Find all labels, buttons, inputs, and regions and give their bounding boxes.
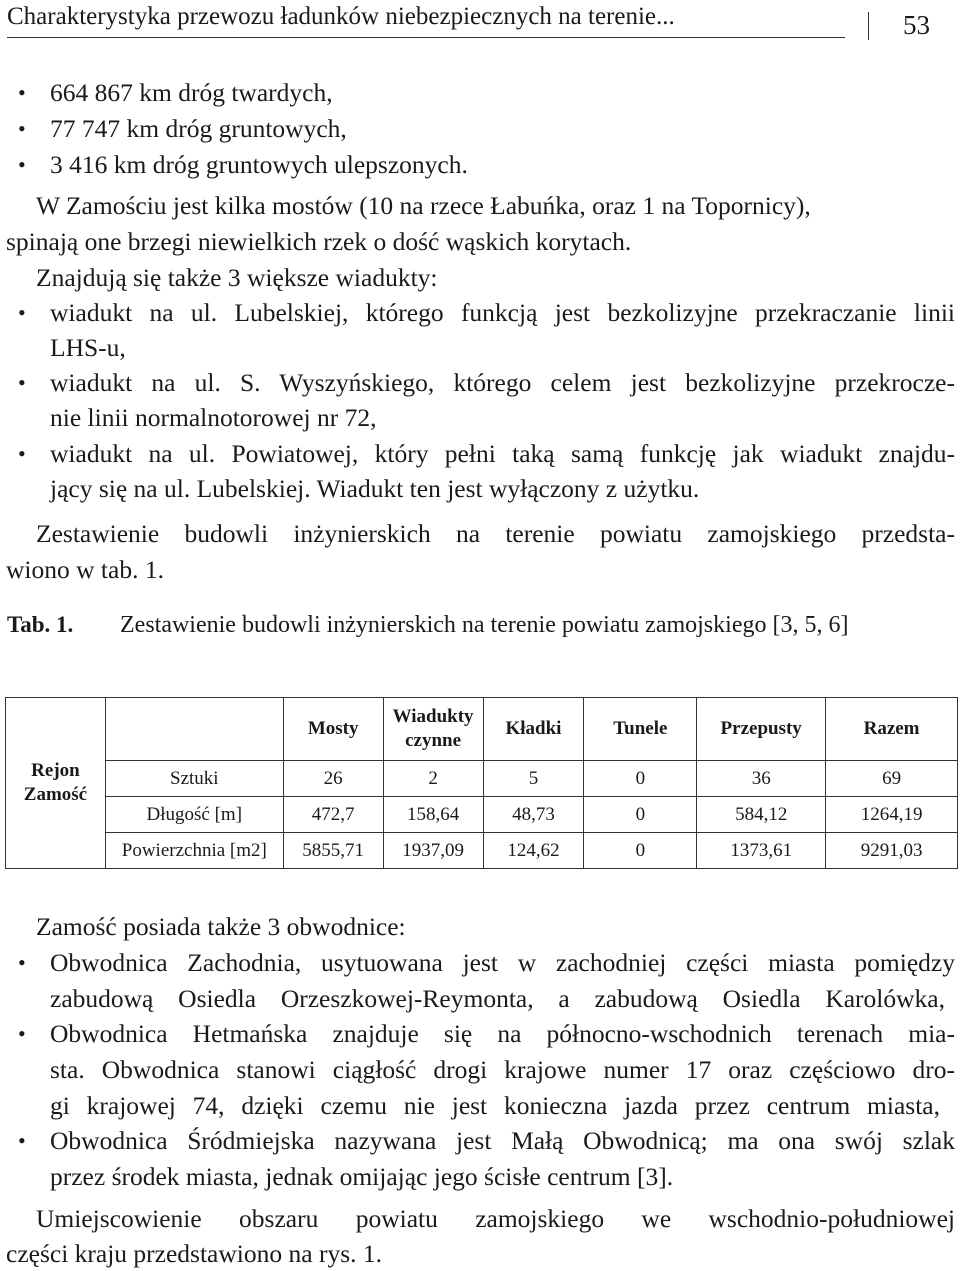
viaduct-item-line: wiadukt na ul. Powiatowej, który pełni taką samą funkcję jak wiadukt znajdu- bbox=[50, 439, 955, 468]
bullet-icon: • bbox=[18, 152, 26, 177]
column-header: Mosty bbox=[283, 698, 383, 761]
bullet-icon: • bbox=[18, 116, 26, 141]
column-header: Kładki bbox=[483, 698, 584, 761]
road-item: 664 867 km dróg twardych, bbox=[50, 78, 333, 107]
running-title: Charakterystyka przewozu ładunków niebezpiecznych na terenie... bbox=[7, 3, 675, 30]
bullet-icon: • bbox=[18, 370, 26, 395]
column-header: Tunele bbox=[584, 698, 697, 761]
row-label: Długość [m] bbox=[105, 797, 283, 833]
table-cell: 0 bbox=[584, 797, 697, 833]
closing-line: części kraju przedstawiono na rys. 1. bbox=[6, 1239, 382, 1268]
table-cell: 124,62 bbox=[483, 833, 584, 869]
bypass-item-line: przez środek miasta, jednak omijając jego ścisłe centrum [3]. bbox=[50, 1162, 674, 1191]
bullet-icon: • bbox=[18, 950, 26, 975]
bypass-item-line: gi krajowej 74, dzięki czemu nie jest konieczna jazda przez centrum miasta, bbox=[50, 1091, 940, 1120]
table-cell: 5855,71 bbox=[283, 833, 383, 869]
viaduct-item-line: wiadukt na ul. Lubelskiej, którego funkcją jest bezkolizyjne przekraczanie linii bbox=[50, 298, 955, 327]
table-cell: 9291,03 bbox=[826, 833, 958, 869]
table-cell: 584,12 bbox=[697, 797, 826, 833]
bridges-line: spinają one brzegi niewielkich rzek o dość wąskich korytach. bbox=[6, 227, 632, 256]
bullet-icon: • bbox=[18, 1128, 26, 1153]
table-cell: 1264,19 bbox=[826, 797, 958, 833]
table-cell: 36 bbox=[697, 761, 826, 797]
region-cell: Rejon Zamość bbox=[6, 698, 106, 869]
page-number: 53 bbox=[903, 10, 930, 40]
table-row bbox=[6, 761, 958, 797]
viaduct-item-line: jący się na ul. Lubelskiej. Wiadukt ten jest wyłączony z użytku. bbox=[50, 474, 700, 503]
summary-line: Zestawienie budowli inżynierskich na terenie powiatu zamojskiego przedsta- bbox=[36, 519, 955, 548]
table-cell: 1373,61 bbox=[697, 833, 826, 869]
engineering-structures-table bbox=[5, 697, 958, 869]
bullet-icon: • bbox=[18, 1021, 26, 1046]
bullet-icon: • bbox=[18, 300, 26, 325]
bypass-item-line: Obwodnica Hetmańska znajduje się na północno-wschodnich terenach mia- bbox=[50, 1019, 955, 1048]
table-row bbox=[6, 797, 958, 833]
column-header: Wiadukty czynne bbox=[383, 698, 483, 761]
column-header: Przepusty bbox=[697, 698, 826, 761]
summary-line: wiono w tab. 1. bbox=[6, 555, 164, 584]
table-cell: 5 bbox=[483, 761, 584, 797]
row-label: Powierzchnia [m2] bbox=[105, 833, 283, 869]
bullet-icon: • bbox=[18, 80, 26, 105]
empty-header-cell bbox=[105, 698, 283, 761]
viaduct-item-line: LHS-u, bbox=[50, 333, 126, 362]
bypass-item-line: zabudową Osiedla Orzeszkowej-Reymonta, a zabudową Osiedla Karolówka, bbox=[50, 984, 945, 1013]
road-item: 77 747 km dróg gruntowych, bbox=[50, 114, 347, 143]
closing-line: Umiejscowienie obszaru powiatu zamojskiego we wschodnio-południowej bbox=[36, 1204, 955, 1233]
header-rule bbox=[7, 37, 845, 38]
road-item: 3 416 km dróg gruntowych ulepszonych. bbox=[50, 150, 468, 179]
bullet-icon: • bbox=[18, 441, 26, 466]
row-label: Sztuki bbox=[105, 761, 283, 797]
table-cell: 48,73 bbox=[483, 797, 584, 833]
table-cell: 0 bbox=[584, 833, 697, 869]
table-cell: 472,7 bbox=[283, 797, 383, 833]
bypass-item-line: sta. Obwodnica stanowi ciągłość drogi krajowe numer 17 oraz częściowo dro- bbox=[50, 1055, 955, 1084]
table-cell: 158,64 bbox=[383, 797, 483, 833]
column-header: Razem bbox=[826, 698, 958, 761]
viaduct-item-line: wiadukt na ul. S. Wyszyńskiego, którego celem jest bezkolizyjne przekrocze- bbox=[50, 368, 955, 397]
viaduct-item-line: nie linii normalnotorowej nr 72, bbox=[50, 403, 377, 432]
bypass-intro: Zamość posiada także 3 obwodnice: bbox=[36, 912, 406, 941]
table-cell: 1937,09 bbox=[383, 833, 483, 869]
table-cell: 69 bbox=[826, 761, 958, 797]
table-caption-label: Tab. 1. bbox=[7, 612, 74, 637]
table-cell: 0 bbox=[584, 761, 697, 797]
bypass-item-line: Obwodnica Śródmiejska nazywana jest Małą Obwodnicą; ma ona swój szlak bbox=[50, 1126, 955, 1155]
table-cell: 2 bbox=[383, 761, 483, 797]
bypass-item-line: Obwodnica Zachodnia, usytuowana jest w zachodniej części miasta pomiędzy bbox=[50, 948, 955, 977]
table-header-row bbox=[6, 698, 958, 761]
table-caption-text: Zestawienie budowli inżynierskich na terenie powiatu zamojskiego [3, 5, 6] bbox=[120, 612, 849, 638]
header-separator bbox=[868, 12, 869, 40]
viaducts-intro: Znajdują się także 3 większe wiadukty: bbox=[36, 263, 438, 292]
table-cell: 26 bbox=[283, 761, 383, 797]
bridges-line: W Zamościu jest kilka mostów (10 na rzece Łabuńka, oraz 1 na Topornicy), bbox=[36, 191, 811, 220]
table-row bbox=[6, 833, 958, 869]
